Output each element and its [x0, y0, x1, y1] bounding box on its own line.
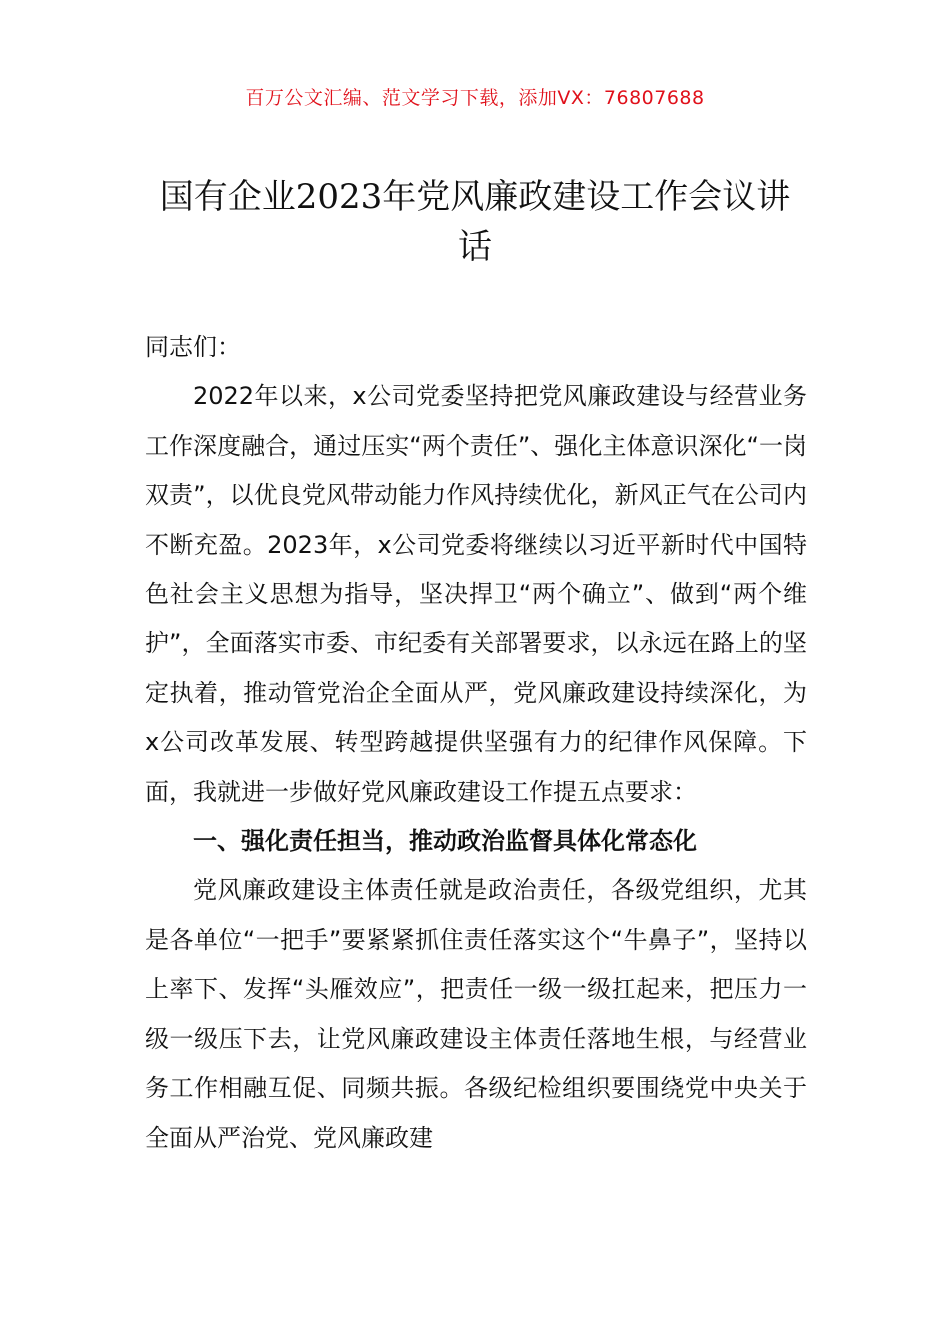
document-title: 国有企业2023年党风廉政建设工作会议讲话 [159, 177, 791, 267]
salutation: 同志们： [145, 333, 241, 361]
paragraph-section-1: 党风廉政建设主体责任就是政治责任，各级党组织，尤其是各单位“一把手”要紧紧抓住责任落实这个“牛鼻子”，坚持以上率下、发挥“头雁效应”，把责任一级一级扛起来，把压力一级一级压下去，让党风廉政建设主体责任落地生根，与经营业务工作相融互促、同频共振。各级纪检组织要围绕党中央关于全面从严治党、党风廉政建 [145, 876, 807, 1152]
document-body [145, 323, 807, 1163]
section-heading-1: 一、强化责任担当，推动政治监督具体化常态化 [193, 827, 697, 856]
paragraph-intro: 2022年以来，x公司党委坚持把党风廉政建设与经营业务工作深度融合，通过压实“两个责任”、强化主体意识深化“一岗双责”，以优良党风带动能力作风持续优化，新风正气在公司内不断充盈。2023年，x公司党委将继续以习近平新时代中国特色社会主义思想为指导，坚决捍卫“两个确立”、做到“两个维护”，全面落实市委、市纪委有关部署要求，以永远在路上的坚定执着，推动管党治企全面从严，党风廉政建设持续深化，为x公司改革发展、转型跨越提供坚强有力的纪律作风保障。下面，我就进一步做好党风廉政建设工作提五点要求： [145, 382, 807, 806]
header-watermark-note: 百万公文汇编、范文学习下载，添加VX：76807688 [245, 87, 705, 109]
